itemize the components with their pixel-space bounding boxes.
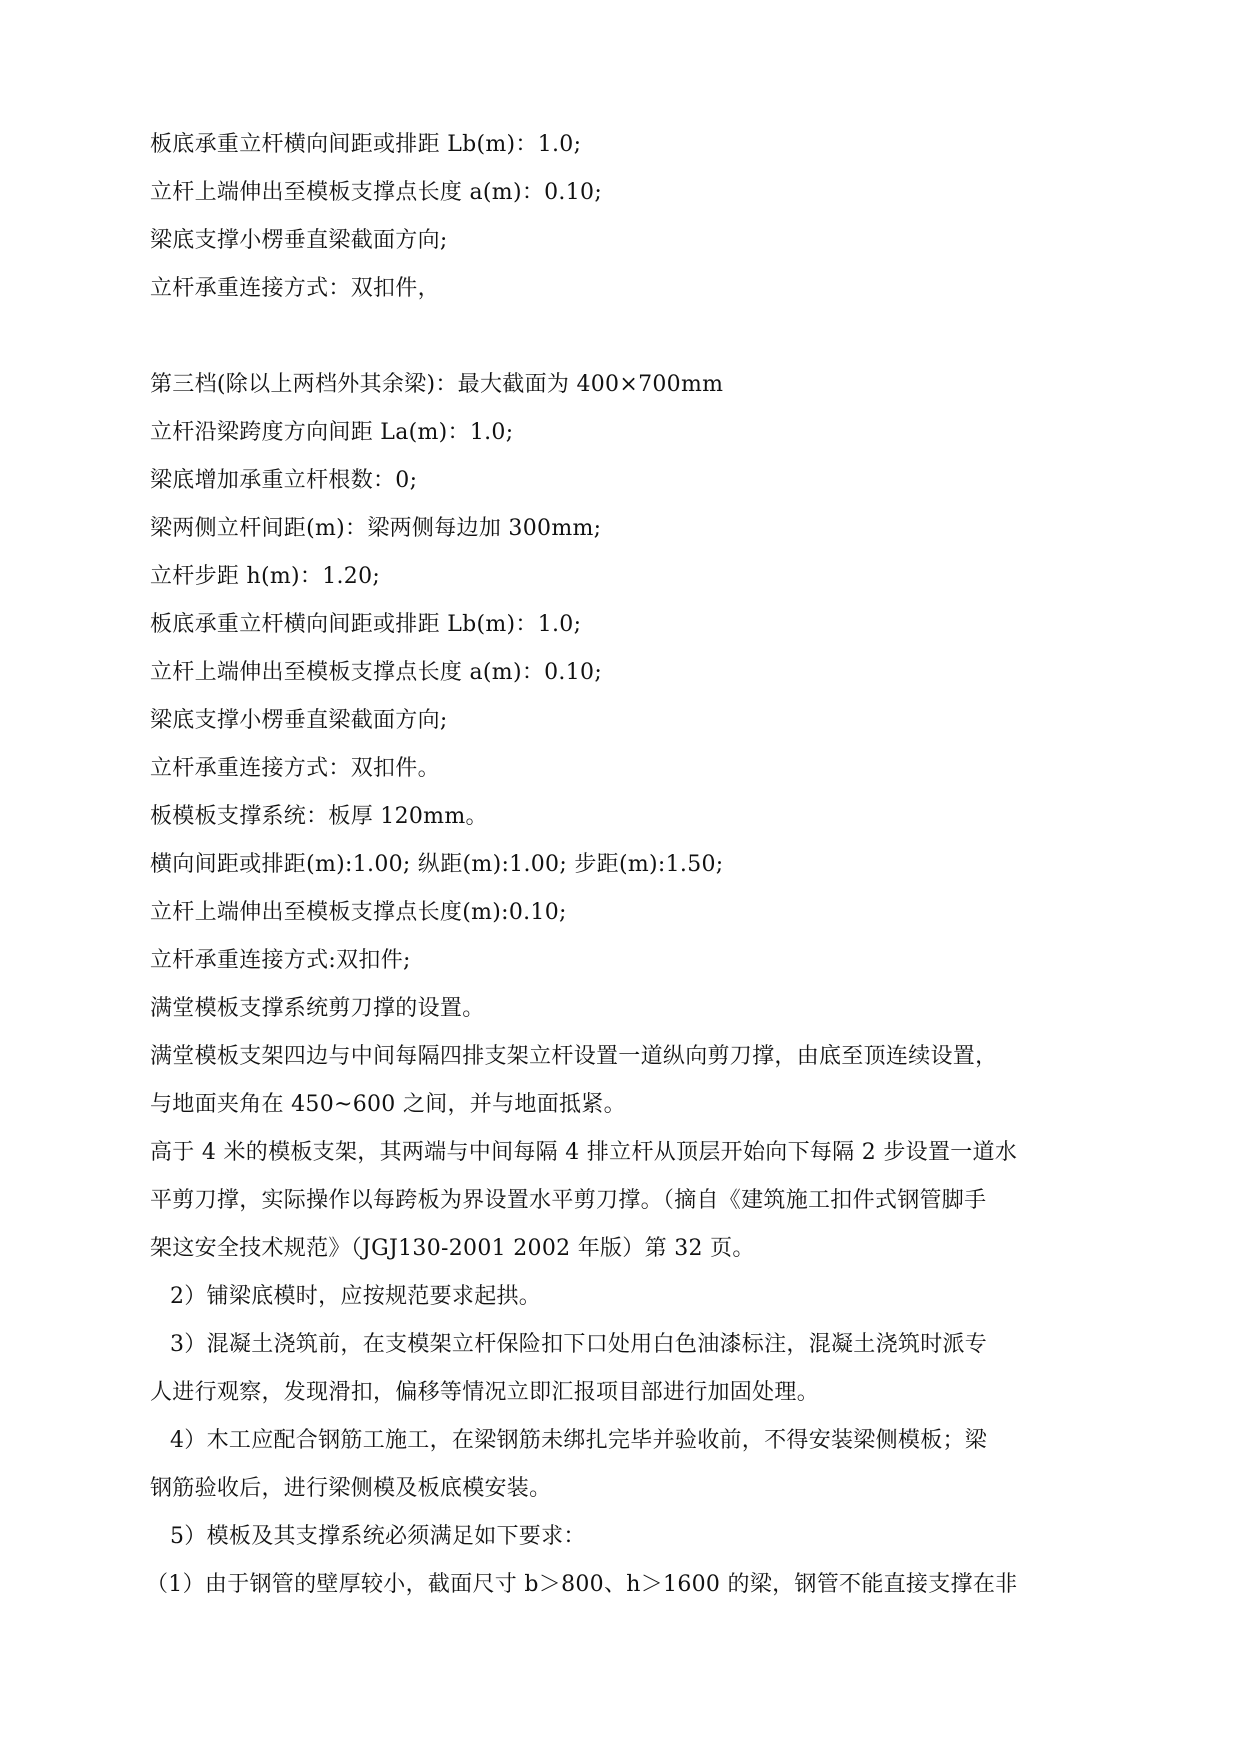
text-line-17: 立杆承重连接方式:双扣件;	[150, 948, 411, 973]
text-line-28: 钢筋验收后，进行梁侧模及板底模安装。	[150, 1476, 552, 1501]
text-line-25: 3）混凝土浇筑前，在支模架立杆保险扣下口处用白色油漆标注，混凝土浇筑时派专	[170, 1332, 988, 1357]
text-line-15: 横向间距或排距(m):1.00; 纵距(m):1.00; 步距(m):1.50;	[150, 852, 724, 877]
text-line-24: 2）铺梁底模时，应按规范要求起拱。	[170, 1284, 542, 1309]
text-line-14: 板模板支撑系统：板厚 120mm。	[150, 804, 488, 829]
text-line-6: 立杆沿梁跨度方向间距 La(m)：1.0;	[150, 420, 514, 445]
text-line-4: 立杆承重连接方式：双扣件，	[150, 276, 440, 301]
text-line-27: 4）木工应配合钢筋工施工，在梁钢筋未绑扎完毕并验收前，不得安装梁侧模板；梁	[170, 1428, 988, 1453]
text-line-21: 高于 4 米的模板支架，其两端与中间每隔 4 排立杆从顶层开始向下每隔 2 步设置一道水	[150, 1140, 1018, 1165]
text-line-8: 梁两侧立杆间距(m)：梁两侧每边加 300mm;	[150, 516, 602, 541]
text-line-10: 板底承重立杆横向间距或排距 Lb(m)：1.0;	[150, 612, 582, 637]
text-line-11: 立杆上端伸出至模板支撑点长度 a(m)：0.10;	[150, 660, 603, 685]
text-line-7: 梁底增加承重立杆根数：0;	[150, 468, 418, 493]
text-line-29: 5）模板及其支撑系统必须满足如下要求：	[170, 1524, 586, 1549]
text-line-18: 满堂模板支撑系统剪刀撑的设置。	[150, 996, 485, 1021]
text-line-13: 立杆承重连接方式：双扣件。	[150, 756, 440, 781]
text-line-26: 人进行观察，发现滑扣，偏移等情况立即汇报项目部进行加固处理。	[150, 1380, 820, 1405]
text-line-12: 梁底支撑小楞垂直梁截面方向;	[150, 708, 448, 733]
text-line-20: 与地面夹角在 450~600 之间，并与地面抵紧。	[150, 1092, 626, 1117]
text-line-2: 立杆上端伸出至模板支撑点长度 a(m)：0.10;	[150, 180, 603, 205]
text-line-5: 第三档(除以上两档外其余梁)：最大截面为 400×700mm	[150, 372, 724, 397]
text-line-22: 平剪刀撑，实际操作以每跨板为界设置水平剪刀撑。（摘自《建筑施工扣件式钢管脚手	[150, 1188, 987, 1213]
text-line-3: 梁底支撑小楞垂直梁截面方向;	[150, 228, 448, 253]
text-line-9: 立杆步距 h(m)：1.20;	[150, 564, 381, 589]
text-line-16: 立杆上端伸出至模板支撑点长度(m):0.10;	[150, 900, 567, 925]
text-line-23: 架这安全技术规范》（JGJ130-2001 2002 年版）第 32 页。	[150, 1236, 755, 1261]
text-line-19: 满堂模板支架四边与中间每隔四排支架立杆设置一道纵向剪刀撑，由底至顶连续设置，	[150, 1044, 998, 1069]
text-line-30: （1）由于钢管的壁厚较小，截面尺寸 b＞800、h＞1600 的梁，钢管不能直接支撑在非	[146, 1572, 1018, 1597]
text-line-1: 板底承重立杆横向间距或排距 Lb(m)：1.0;	[150, 132, 582, 157]
